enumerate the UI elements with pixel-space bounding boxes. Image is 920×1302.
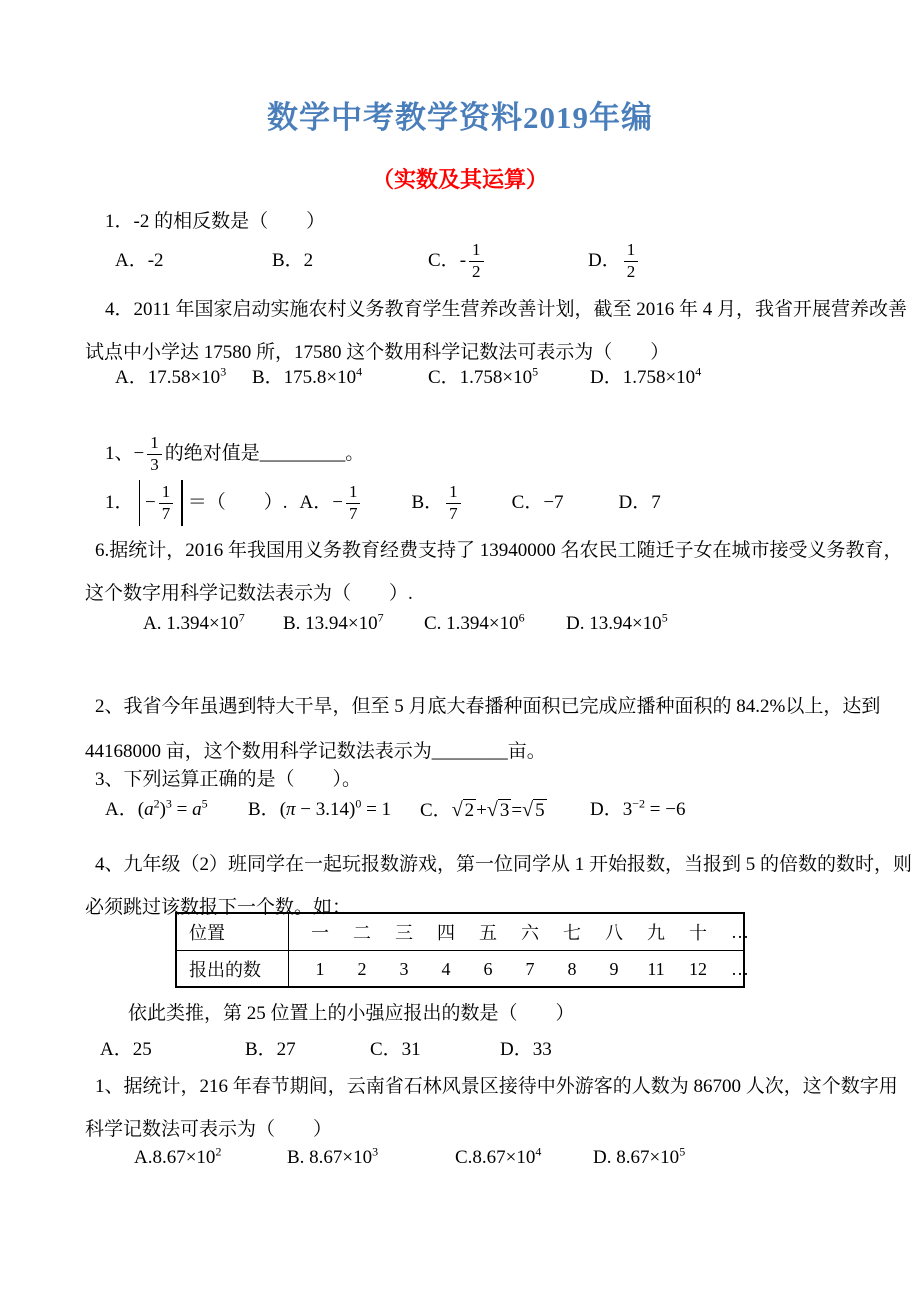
option-text: D. 8.67×10 xyxy=(593,1147,680,1168)
page-title: 数学中考教学资料2019年编 xyxy=(267,100,653,135)
option-text: D. 13.94×10 xyxy=(566,613,662,634)
exponent: 5 xyxy=(201,796,208,811)
option-label: C． xyxy=(420,800,452,821)
q2-stem-line1: 2、我省今年虽遇到特大干旱，但至 5 月底大春播种面积已完成应播种面积的 84.2%以上，达到 xyxy=(95,696,881,717)
fraction xyxy=(346,483,361,523)
option-label: A． xyxy=(105,799,138,820)
q3-stem: 3、下列运算正确的是（ ）。 xyxy=(95,769,362,790)
q1c-option-a xyxy=(134,1146,221,1170)
radical-icon: √ xyxy=(486,799,498,821)
radical-icon: √ xyxy=(451,799,463,821)
option-text: C．1.758×10 xyxy=(428,367,533,388)
exponent: 5 xyxy=(679,1144,686,1159)
q3-option-d xyxy=(590,798,685,822)
option-text: B. 13.94×10 xyxy=(283,613,378,634)
formula-var: π xyxy=(286,799,296,820)
fraction xyxy=(147,434,162,474)
formula-var: a xyxy=(192,799,202,820)
formula-text: ( xyxy=(279,799,287,820)
counting-table xyxy=(175,912,749,988)
q4b-option-c: C．31 xyxy=(370,1039,421,1060)
absq-option-a-minus: − xyxy=(332,492,343,513)
exponent: 4 xyxy=(356,364,363,379)
radical-icon: √ xyxy=(522,799,534,821)
option-text: B．175.8×10 xyxy=(252,367,357,388)
table-cell: 7 xyxy=(525,958,535,979)
exponent: 3 xyxy=(220,364,227,379)
q1c-option-d xyxy=(593,1146,685,1170)
option-label: D． xyxy=(590,799,623,820)
fracq-stem xyxy=(105,428,364,480)
exponent: 4 xyxy=(535,1144,542,1159)
radicand: 3 xyxy=(499,800,510,821)
q4b-option-a: A．25 xyxy=(100,1039,152,1060)
q6-option-d xyxy=(566,612,668,636)
q3-option-c xyxy=(420,798,547,823)
exponent: 6 xyxy=(518,610,525,625)
table-cell: 四 xyxy=(437,923,455,943)
exponent: 5 xyxy=(532,364,539,379)
absq-option-d: D．7 xyxy=(618,492,661,513)
row-header: 位置 xyxy=(177,914,289,950)
fraction xyxy=(469,241,484,281)
option-text: B. 8.67×10 xyxy=(287,1147,373,1168)
formula-text: = xyxy=(511,800,523,821)
formula-text: − 3.14) xyxy=(295,799,356,820)
table-cell: 3 xyxy=(399,958,409,979)
fraction-numerator: 1 xyxy=(159,483,174,504)
q6-stem-line1: 6.据统计，2016 年我国用义务教育经费支持了 13940000 名农民工随迁子女在城市接受义务教育， xyxy=(95,540,903,561)
table-cell: 七 xyxy=(563,923,581,943)
fraction-numerator: 1 xyxy=(469,241,484,262)
fraction-numerator: 1 xyxy=(446,483,461,504)
formula-text: = 1 xyxy=(361,799,392,820)
table-cell: 12 xyxy=(689,958,707,979)
option-text: A. 1.394×10 xyxy=(143,613,239,634)
absq-row xyxy=(105,478,661,528)
formula-text: + xyxy=(476,800,487,821)
table-cell: 十 xyxy=(689,923,707,943)
q1c-option-c xyxy=(455,1146,541,1170)
option-text: C. 1.394×10 xyxy=(424,613,519,634)
absq-option-c: C．−7 xyxy=(511,492,564,513)
table-row-numbers xyxy=(177,951,749,987)
q1-option-c xyxy=(428,236,487,286)
q4a-option-d xyxy=(590,366,701,390)
table-row-position xyxy=(177,914,749,951)
table-cell: 二 xyxy=(353,923,371,943)
fraction-denominator: 7 xyxy=(161,503,171,523)
table-cell: 三 xyxy=(395,923,413,943)
q1-option-d xyxy=(588,236,641,286)
fraction-denominator: 7 xyxy=(348,503,358,523)
formula-text: ) xyxy=(159,799,166,820)
q4b-option-b: B．27 xyxy=(245,1039,296,1060)
table-cell: 4 xyxy=(441,958,451,979)
q4b-followup: 依此类推，第 25 位置上的小强应报出的数是（ ） xyxy=(128,1003,575,1024)
fraction xyxy=(159,483,174,523)
absq-option-b-label: B． xyxy=(411,492,444,513)
exponent: 5 xyxy=(661,610,668,625)
q1c-stem-line2: 科学记数法可表示为（ ） xyxy=(85,1119,333,1140)
table-cell: 11 xyxy=(647,958,665,979)
q1-option-d-label: D． xyxy=(588,250,621,271)
fracq-number: 1、 xyxy=(105,443,134,464)
formula-text: 3 xyxy=(622,799,633,820)
table-cell: 8 xyxy=(567,958,577,979)
q3-option-b xyxy=(248,798,391,822)
absq-option-a-label: A． xyxy=(299,492,333,513)
abs-bar-left xyxy=(139,480,141,526)
radicand: 5 xyxy=(535,800,545,821)
exponent: 2 xyxy=(153,796,160,811)
q6-option-a xyxy=(143,612,245,636)
q1c-option-b xyxy=(287,1146,378,1170)
q1c-stem-line1: 1、据统计，216 年春节期间，云南省石林风景区接待中外游客的人数为 86700 人次，这个数字用 xyxy=(95,1076,898,1097)
table-cell: 九 xyxy=(647,923,665,943)
table-cell: 6 xyxy=(483,958,493,979)
formula-var: a xyxy=(144,799,154,820)
q4a-option-b xyxy=(252,366,362,390)
row-header: 报出的数 xyxy=(177,951,289,987)
fraction-denominator: 7 xyxy=(449,503,458,523)
q4b-stem-line1: 4、九年级（2）班同学在一起玩报数游戏，第一位同学从 1 开始报数，当报到 5 的倍数的数时，则 xyxy=(95,854,913,875)
absq-minus: − xyxy=(145,492,156,513)
option-text: A．17.58×10 xyxy=(115,367,221,388)
fracq-tail: 的绝对值是_________。 xyxy=(164,443,365,464)
q4a-stem-line1: 4．2011 年国家启动实施农村义务教育学生营养改善计划，截至 2016 年 4 月，我省开展营养改善 xyxy=(105,299,908,320)
option-text: C.8.67×10 xyxy=(455,1147,536,1168)
exponent: 0 xyxy=(355,796,362,811)
q3-option-a xyxy=(105,798,208,822)
option-text: D．1.758×10 xyxy=(590,367,696,388)
option-label: B． xyxy=(248,799,280,820)
q1-option-a: A．-2 xyxy=(115,250,164,271)
q1-option-c-minus: - xyxy=(459,250,467,271)
exponent: 3 xyxy=(372,1144,379,1159)
option-text: A.8.67×10 xyxy=(134,1147,216,1168)
exponent: 7 xyxy=(377,610,384,625)
table-cell: 一 xyxy=(311,923,329,943)
table-cell: 1 xyxy=(315,958,325,979)
q4a-stem-line2: 试点中小学达 17580 所，17580 这个数用科学记数法可表示为（ ） xyxy=(85,342,670,363)
exponent: 2 xyxy=(215,1144,222,1159)
absq-number: 1． xyxy=(105,492,134,513)
exponent: 3 xyxy=(165,796,172,811)
fraction xyxy=(446,483,461,523)
fraction-denominator: 3 xyxy=(150,454,159,474)
q2-stem-line2: 44168000 亩，这个数用科学记数法表示为________亩。 xyxy=(85,741,546,762)
fraction xyxy=(624,241,639,281)
exponent: 7 xyxy=(238,610,245,625)
table-cell: 六 xyxy=(521,923,539,943)
q6-option-b xyxy=(283,612,384,636)
fracq-minus: − xyxy=(133,443,145,464)
fraction-numerator: 1 xyxy=(624,241,639,262)
table-cell: 9 xyxy=(609,958,619,979)
fraction-denominator: 2 xyxy=(472,261,481,281)
q6-stem-line2: 这个数字用科学记数法表示为（ ）. xyxy=(85,583,413,604)
table-cell: … xyxy=(731,921,749,942)
formula-text: = xyxy=(171,799,193,820)
abs-bar-right xyxy=(181,480,183,526)
page-subtitle: （实数及其运算） xyxy=(371,167,548,192)
exponent: 4 xyxy=(695,364,702,379)
q4a-option-c xyxy=(428,366,538,390)
absq-equals: ＝（ ）. xyxy=(187,492,288,513)
q1-option-c-label: C． xyxy=(428,250,460,271)
q4b-option-d: D．33 xyxy=(500,1039,552,1060)
formula-text: ( xyxy=(137,799,145,820)
q6-option-c xyxy=(424,612,525,636)
table-cell: 五 xyxy=(479,923,497,943)
table-cell: … xyxy=(731,958,749,979)
table-cell: 八 xyxy=(605,923,623,943)
exponent: −2 xyxy=(632,796,646,811)
table-cell: 2 xyxy=(357,958,367,979)
fraction-numerator: 1 xyxy=(147,434,162,455)
fraction-denominator: 2 xyxy=(626,261,636,281)
radicand: 2 xyxy=(464,800,475,821)
q4a-option-a xyxy=(115,366,226,390)
fraction-numerator: 1 xyxy=(346,483,361,504)
q1-option-b: B．2 xyxy=(272,250,314,271)
q1-stem: 1．-2 的相反数是（ ） xyxy=(105,211,326,232)
formula-text: = −6 xyxy=(645,799,686,820)
q4b-stem-line2: 必须跳过该数报下一个数。如： xyxy=(85,897,352,918)
